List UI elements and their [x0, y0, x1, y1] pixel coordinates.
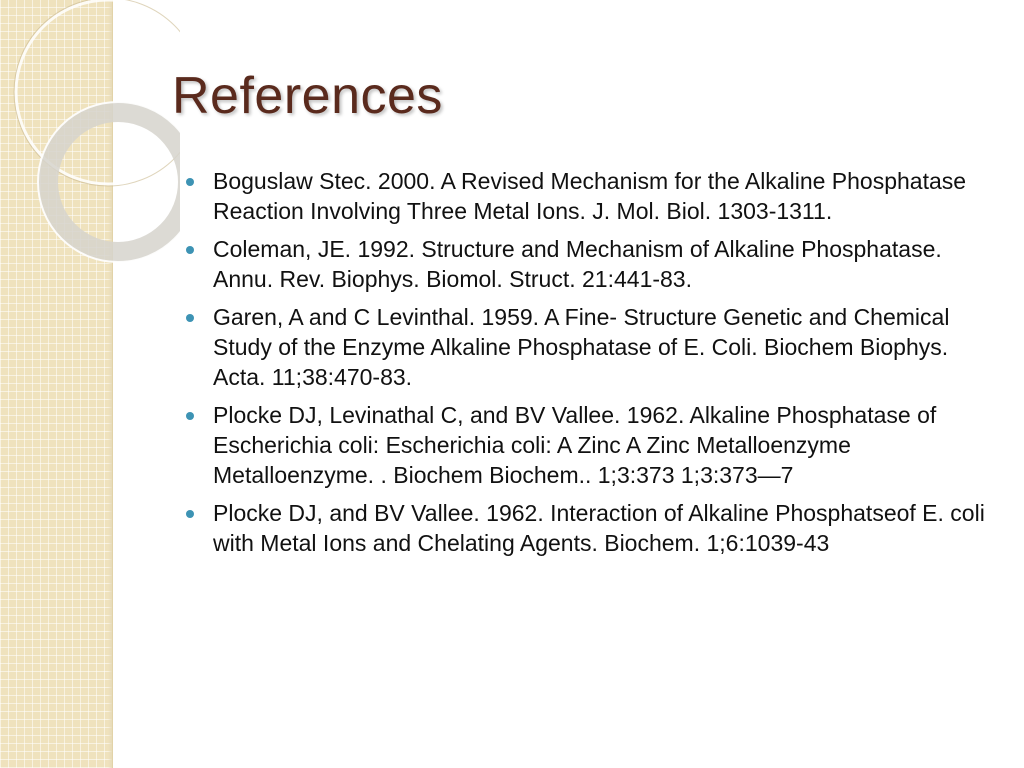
reference-text: Coleman, JE. 1992. Structure and Mechanism of Alkaline Phosphatase. Annu. Rev. Biophys. Biomol. Struct. 21:441-83.: [213, 236, 942, 292]
reference-text: Boguslaw Stec. 2000. A Revised Mechanism for the Alkaline Phosphatase Reaction Involving Three Metal Ions. J. Mol. Biol. 1303-1311.: [213, 168, 967, 224]
bullet-icon: [186, 412, 194, 420]
bullet-icon: [186, 246, 194, 254]
decorative-circles-icon: [0, 0, 180, 300]
reference-item: [186, 498, 986, 558]
reference-text: Plocke DJ, and BV Vallee. 1962. Interaction of Alkaline Phosphatseof E. coli with Metal Ions and Chelating Agents. Biochem. 1;6:1039-43: [213, 500, 985, 556]
reference-item: [186, 166, 986, 226]
reference-text: Garen, A and C Levinthal. 1959. A Fine- Structure Genetic and Chemical Study of the Enzyme Alkaline Phosphatase of E. Coli. Biochem Biophys. Acta. 11;38:470-83.: [213, 304, 950, 390]
bullet-icon: [186, 510, 194, 518]
reference-item: [186, 302, 986, 392]
reference-item: [186, 400, 986, 490]
reference-item: [186, 234, 986, 294]
slide-title: References: [172, 67, 443, 125]
reference-text: Plocke DJ, Levinathal C, and BV Vallee. 1962. Alkaline Phosphatase of Escherichia coli: Escherichia coli: A Zinc A Zinc Metalloenzyme Metalloenzyme. . Biochem Biochem.. 1;3:373 1;3:373—7: [213, 402, 937, 488]
bullet-icon: [186, 178, 194, 186]
bullet-icon: [186, 314, 194, 322]
reference-list: [186, 166, 986, 566]
